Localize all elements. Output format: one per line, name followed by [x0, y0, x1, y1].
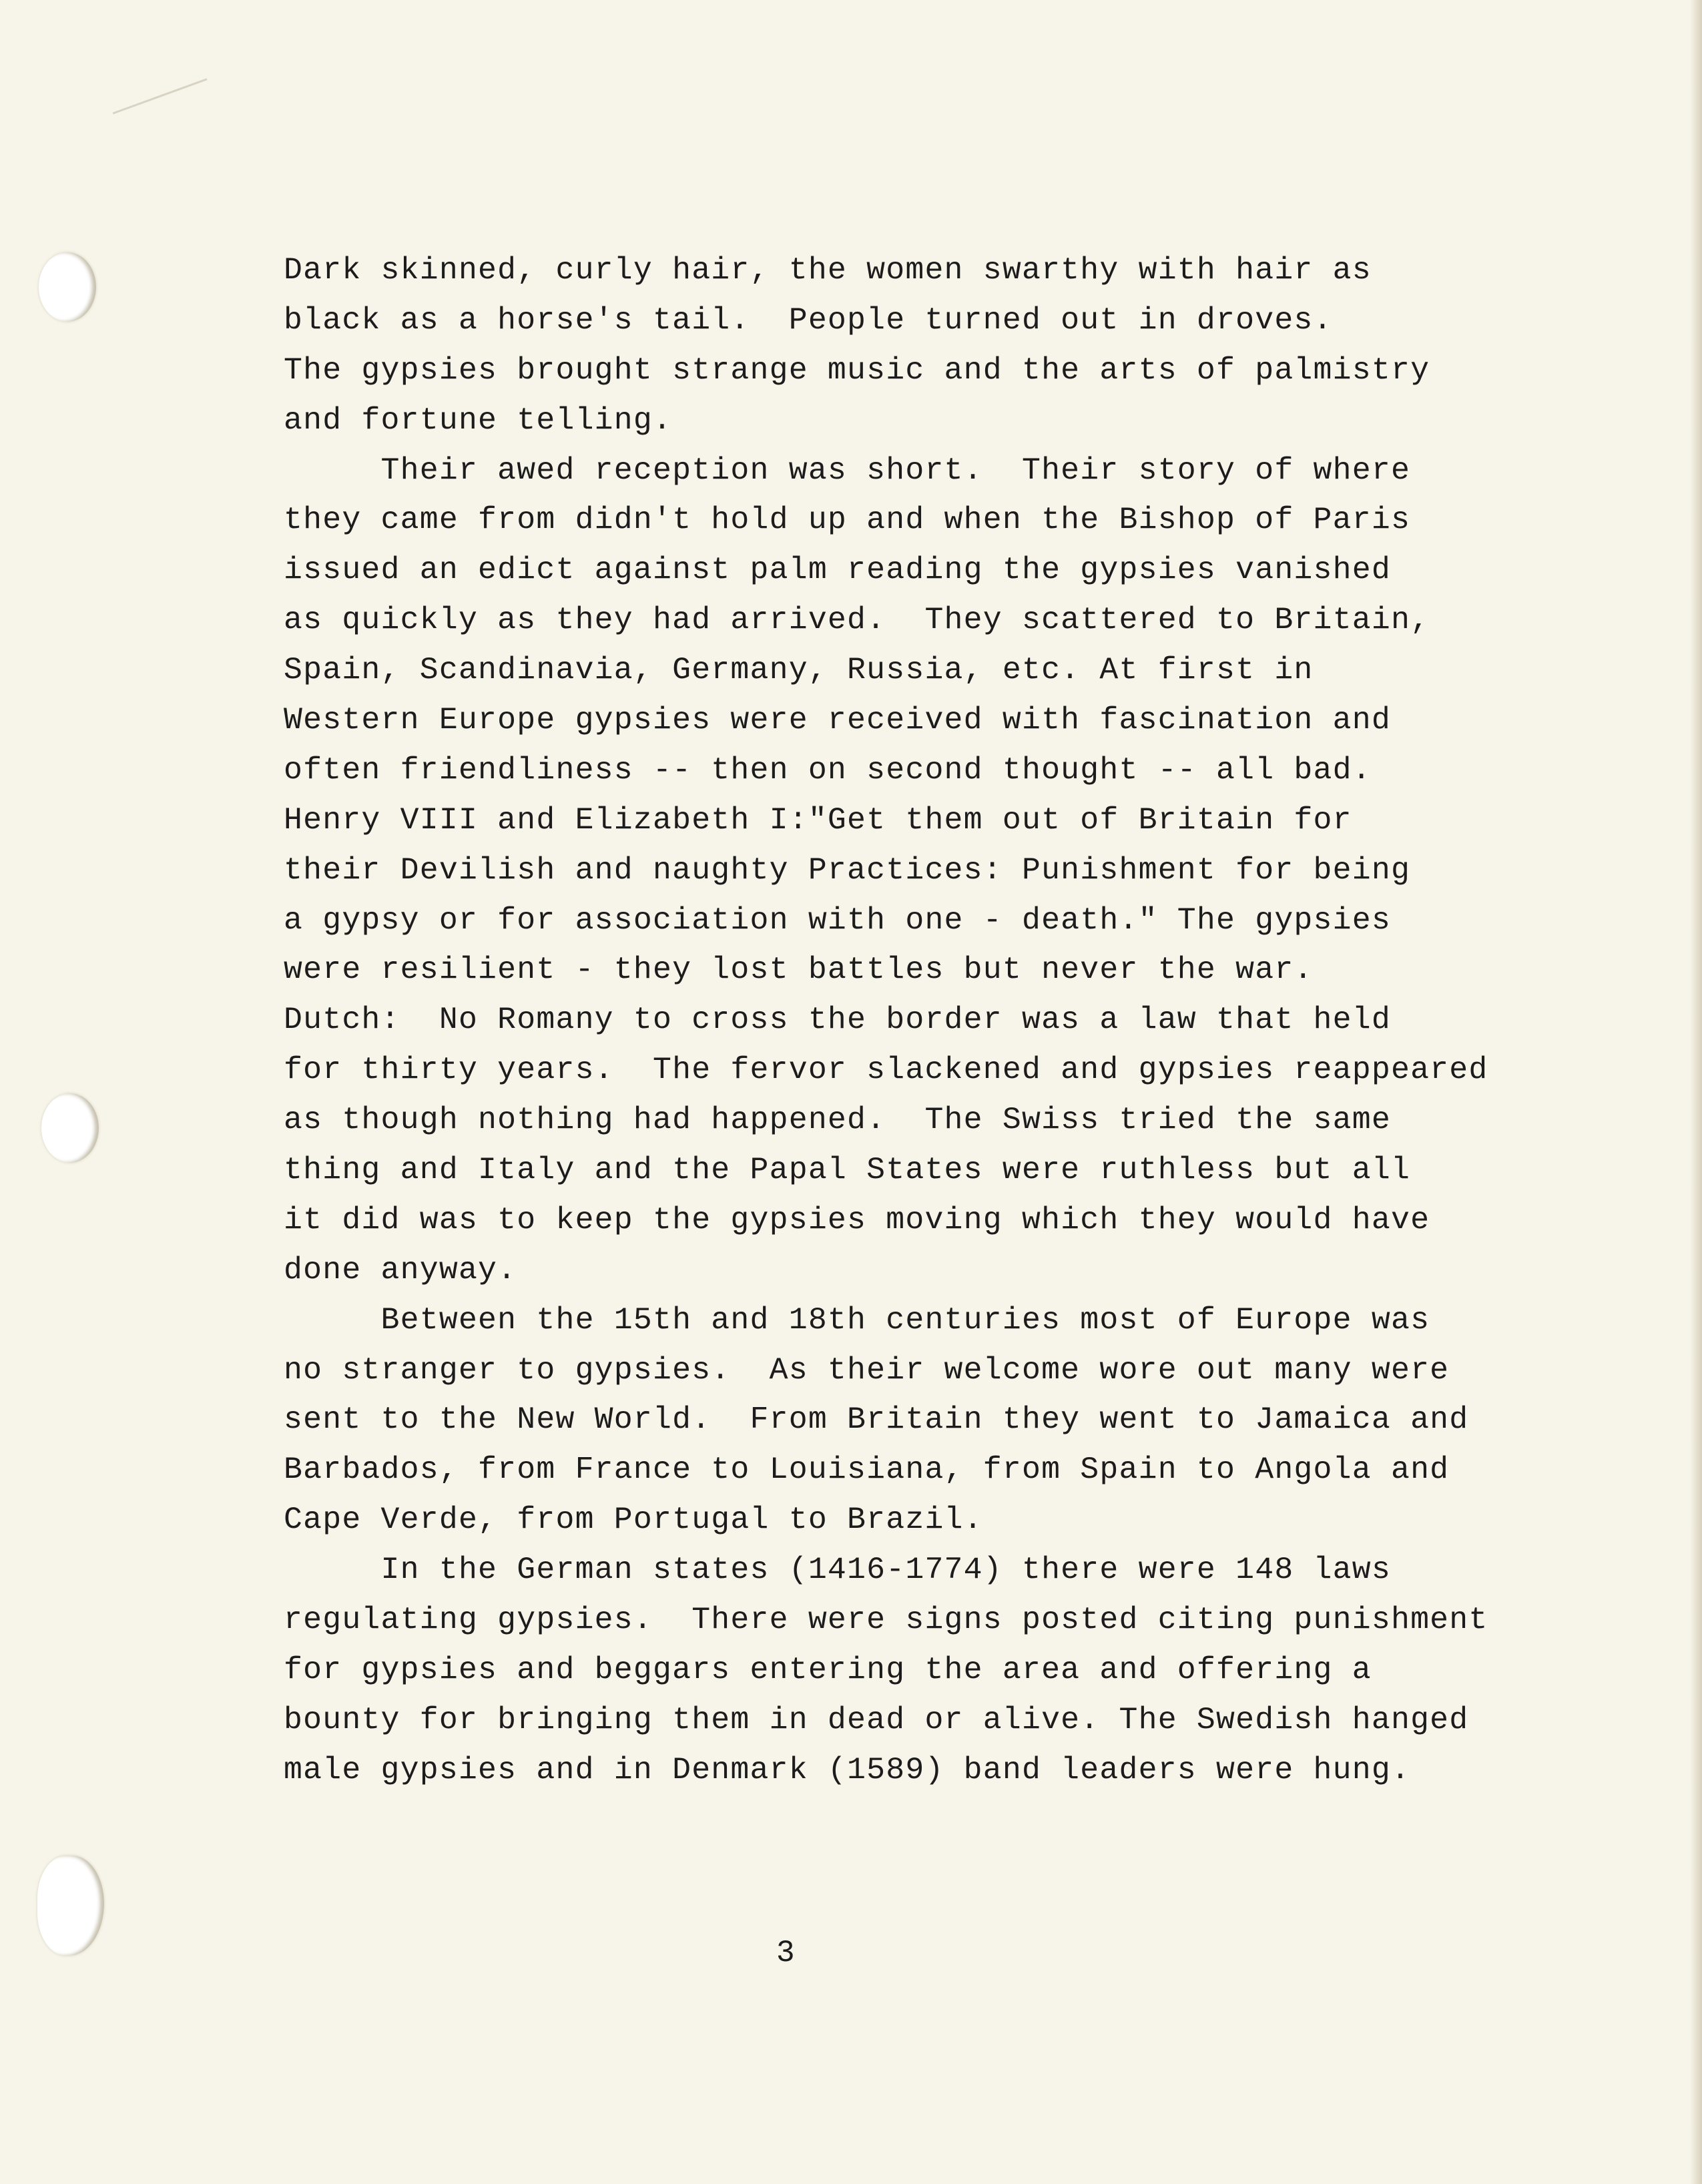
text-line: Their awed reception was short. Their story of where [284, 452, 1411, 488]
paper-crease [113, 78, 228, 171]
punch-hole-top [39, 252, 96, 322]
text-line: for gypsies and beggars entering the area and offering a [284, 1651, 1372, 1687]
text-line: thing and Italy and the Papal States were ruthless but all [284, 1152, 1411, 1188]
text-line: as quickly as they had arrived. They scattered to Britain, [284, 602, 1430, 638]
text-line: for thirty years. The fervor slackened and gypsies reappeared [284, 1052, 1488, 1088]
text-line: they came from didn't hold up and when the Bishop of Paris [284, 502, 1411, 538]
text-line: Dark skinned, curly hair, the women swarthy with hair as [284, 252, 1372, 288]
text-line: sent to the New World. From Britain they went to Jamaica and [284, 1402, 1469, 1438]
text-line: Cape Verde, from Portugal to Brazil. [284, 1502, 983, 1538]
text-line: were resilient - they lost battles but never the war. [284, 952, 1314, 988]
text-line: male gypsies and in Denmark (1589) band leaders were hung. [284, 1751, 1411, 1788]
text-line: as though nothing had happened. The Swiss tried the same [284, 1102, 1391, 1138]
text-line: Henry VIII and Elizabeth I:"Get them out of Britain for [284, 802, 1352, 838]
text-line: bounty for bringing them in dead or alive. The Swedish hanged [284, 1701, 1469, 1737]
text-line: and fortune telling. [284, 402, 673, 438]
text-line: Barbados, from France to Louisiana, from Spain to Angola and [284, 1452, 1450, 1488]
text-line: Between the 15th and 18th centuries most of Europe was [284, 1302, 1430, 1338]
text-line: Spain, Scandinavia, Germany, Russia, etc. At first in [284, 652, 1314, 688]
page-number: 3 [776, 1936, 795, 1970]
text-line: a gypsy or for association with one - death." The gypsies [284, 902, 1391, 938]
text-line: The gypsies brought strange music and the arts of palmistry [284, 352, 1430, 388]
text-line: their Devilish and naughty Practices: Punishment for being [284, 852, 1411, 888]
text-line: it did was to keep the gypsies moving which they would have [284, 1201, 1430, 1238]
text-line: done anyway. [284, 1252, 517, 1288]
body-text [284, 246, 1565, 1796]
text-line: issued an edict against palm reading the gypsies vanished [284, 552, 1391, 588]
text-line: Dutch: No Romany to cross the border was a law that held [284, 1002, 1391, 1038]
text-line: no stranger to gypsies. As their welcome wore out many were [284, 1352, 1450, 1388]
text-line: In the German states (1416-1774) there were 148 laws [284, 1552, 1391, 1588]
punch-hole-middle [41, 1093, 99, 1163]
punch-hole-bottom [37, 1856, 104, 1956]
text-line: black as a horse's tail. People turned out in droves. [284, 302, 1333, 338]
text-line: regulating gypsies. There were signs posted citing punishment [284, 1602, 1488, 1638]
text-line: often friendliness -- then on second thought -- all bad. [284, 752, 1372, 788]
text-line: Western Europe gypsies were received with fascination and [284, 702, 1391, 738]
